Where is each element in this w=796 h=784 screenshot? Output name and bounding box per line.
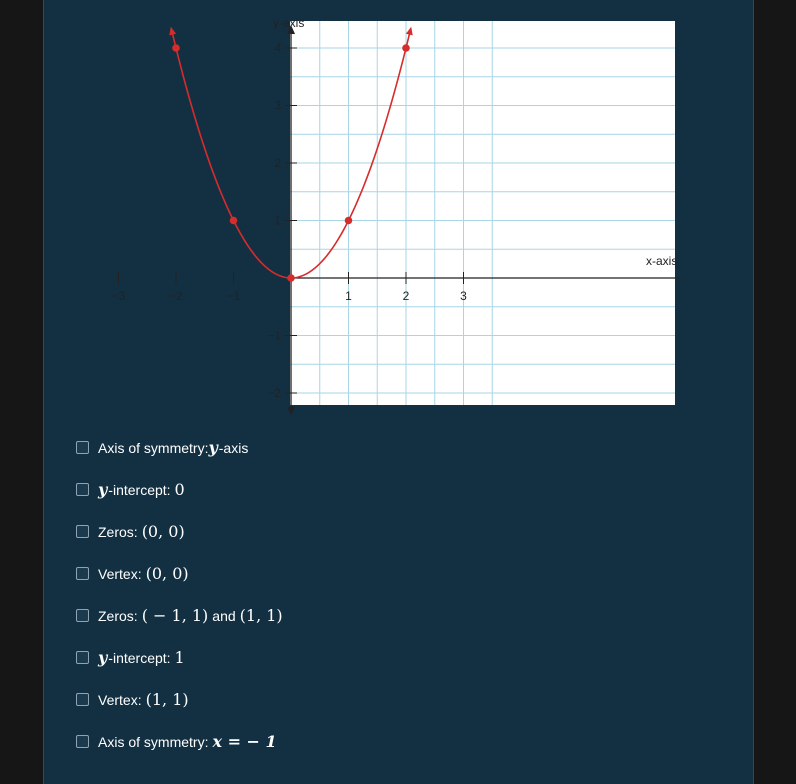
option-y-intercept-0[interactable] (76, 468, 676, 510)
curve-point (230, 217, 238, 225)
checkbox[interactable] (76, 609, 89, 622)
option-label (98, 522, 185, 541)
option-text: Axis of symmetry: (98, 733, 209, 750)
option-math-2: (1, 1) (239, 605, 283, 625)
option-zeros-neg1-1-and-1-1[interactable] (76, 594, 676, 636)
y-axis-label: y-axis (273, 16, 305, 30)
option-label (98, 480, 185, 499)
option-vertex-0-0[interactable] (76, 552, 676, 594)
option-label (98, 438, 248, 457)
option-text: -intercept: (108, 481, 171, 498)
y-axis-arrow-down-icon (287, 407, 295, 415)
option-text-and: and (212, 607, 236, 624)
option-label (98, 690, 189, 709)
y-tick-label: −2 (267, 386, 281, 400)
option-math: x = − 1 (212, 731, 277, 751)
checkbox[interactable] (76, 483, 89, 496)
checkbox[interactable] (76, 735, 89, 748)
answer-options (76, 426, 676, 762)
y-tick-label: 1 (274, 213, 281, 228)
option-label (98, 606, 283, 625)
option-label (98, 564, 189, 583)
option-math: ( − 1, 1) (141, 605, 209, 625)
option-zeros-0-0[interactable] (76, 510, 676, 552)
checkbox[interactable] (76, 567, 89, 580)
graph-svg (111, 0, 678, 420)
checkbox[interactable] (76, 693, 89, 706)
x-tick-label: −1 (226, 289, 241, 303)
graph-background (290, 21, 678, 405)
option-math: 1 (174, 647, 185, 667)
y-tick-label: 3 (274, 98, 281, 113)
option-y-intercept-1[interactable] (76, 636, 676, 678)
checkbox[interactable] (76, 525, 89, 538)
y-tick-label: 2 (274, 156, 281, 170)
curve-point (345, 217, 353, 225)
option-axis-symmetry-y-axis[interactable] (76, 426, 676, 468)
x-tick-label: 2 (402, 289, 410, 303)
option-text: Zeros: (98, 523, 138, 540)
x-tick-label: 1 (345, 289, 352, 303)
option-text: Axis of symmetry: (98, 439, 209, 456)
option-math: y (208, 437, 218, 457)
option-text: Vertex: (98, 691, 142, 708)
option-math-prefix: y (98, 479, 108, 499)
option-label (98, 648, 185, 667)
x-tick-label: −3 (111, 289, 126, 303)
y-tick-label: 4 (274, 41, 281, 55)
option-math: (1, 1) (145, 689, 189, 709)
option-math-prefix: y (98, 647, 108, 667)
option-text: Vertex: (98, 565, 142, 582)
y-tick-label: −1 (267, 328, 281, 343)
curve-point (287, 274, 295, 282)
option-text: Zeros: (98, 607, 138, 624)
x-tick-label: 3 (460, 289, 467, 303)
x-axis-label: x-axis (646, 254, 678, 268)
option-math: 0 (174, 479, 185, 499)
curve-arrow-icon (169, 27, 176, 36)
option-math: (0, 0) (141, 521, 185, 541)
checkbox[interactable] (76, 441, 89, 454)
question-panel (43, 0, 754, 784)
curve-point (402, 44, 410, 52)
option-label (98, 732, 277, 751)
parabola-graph (111, 0, 678, 420)
option-text: -intercept: (108, 649, 171, 666)
option-text-suffix: -axis (218, 439, 249, 456)
option-math: (0, 0) (145, 563, 189, 583)
x-tick-label: −2 (169, 289, 183, 303)
curve-point (172, 44, 180, 52)
option-vertex-1-1[interactable] (76, 678, 676, 720)
option-axis-symmetry-x-neg1[interactable] (76, 720, 676, 762)
checkbox[interactable] (76, 651, 89, 664)
